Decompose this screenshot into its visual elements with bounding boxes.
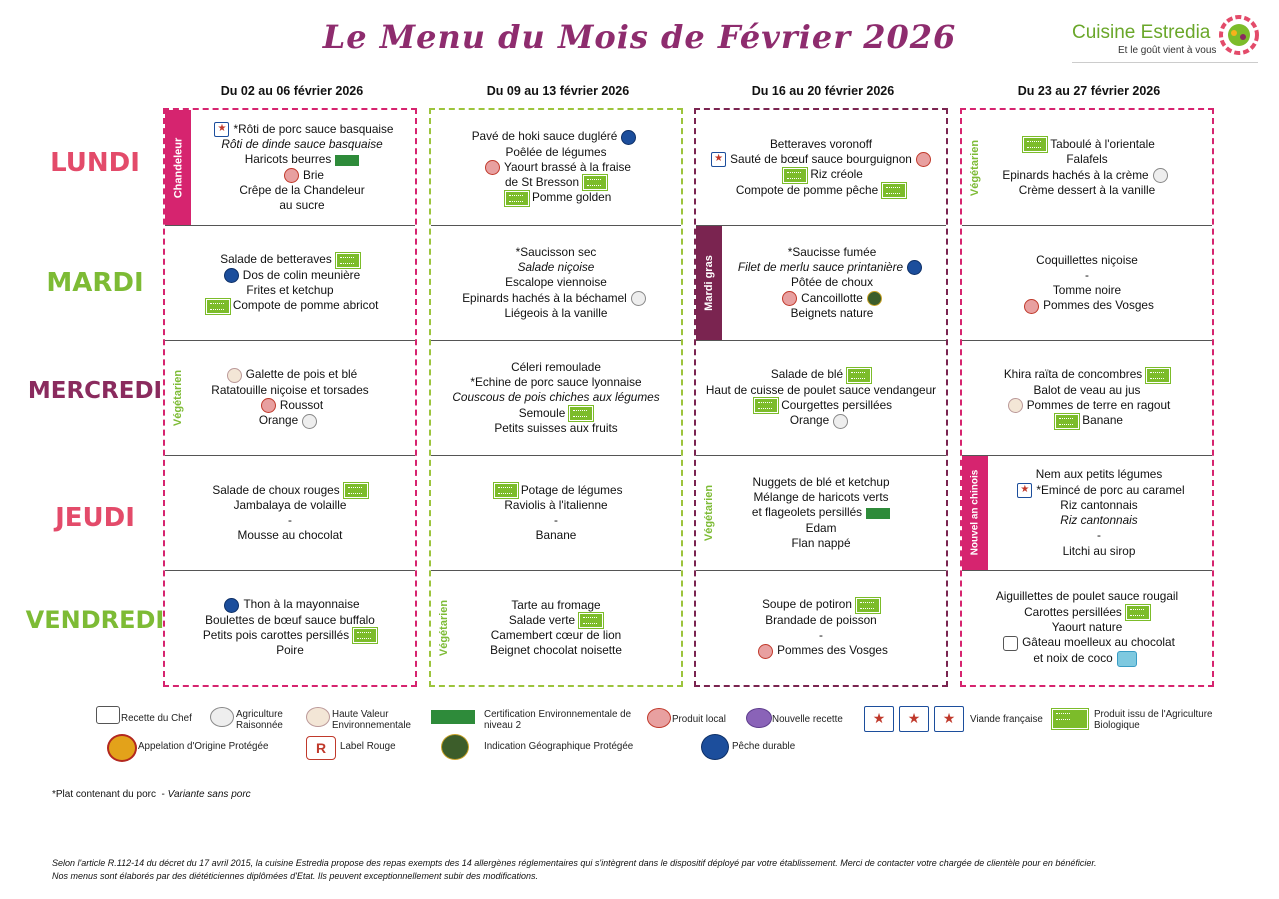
legend-hve: Haute Valeur Environnementale [332, 709, 411, 731]
bio-icon [1126, 605, 1150, 620]
produit-local-icon [647, 708, 671, 728]
menu-cell: Pavé de hoki sauce dugléré Poêlée de légumes Yaourt brassé à la fraise de St Bresson Pomme golden [431, 110, 681, 225]
bio-icon [783, 168, 807, 183]
chandeleur-label: Chandeleur [165, 110, 191, 225]
produit-local-icon [758, 644, 773, 659]
logo-tagline: Et le goût vient à vous [1118, 45, 1217, 56]
vegetarien-label: Végétarien [703, 484, 715, 541]
bio-icon [344, 483, 368, 498]
viande-francaise-icon: ★ [934, 706, 964, 732]
nouvel-an-chinois-label: Nouvel an chinois [962, 455, 988, 570]
legend-chef: Recette du Chef [121, 713, 192, 724]
menu-cell: Galette de pois et blé Ratatouille niçoise et torsades Roussot Orange [165, 340, 415, 455]
hve-icon [866, 508, 890, 519]
week-column-2 [429, 108, 683, 687]
menu-cell: Céleri remoulade *Echine de porc sauce lyonnaise Couscous de pois chiches aux légumes Semoule Petits suisses aux fruits [431, 340, 681, 455]
hve-niveau2-icon [431, 710, 475, 724]
vegetarien-label: Végétarien [172, 369, 184, 426]
menu-cell: Soupe de potiron Brandade de poisson - Pommes des Vosges [696, 570, 946, 685]
day-label-jeudi: JEUDI [55, 503, 135, 533]
legend-new: Nouvelle recette [772, 714, 843, 725]
viande-francaise-icon: ★ [899, 706, 929, 732]
agriculture-raisonnee-icon [210, 707, 234, 727]
agriculture-raisonnee-icon [302, 414, 317, 429]
menu-cell: Betteraves voronoff ★ Sauté de bœuf sauce bourguignon Riz créole Compote de pomme pêche [696, 110, 946, 225]
legend-igp: Indication Géographique Protégée [484, 741, 634, 752]
page-title: Le Menu du Mois de Février 2026 [322, 18, 957, 56]
bio-icon [583, 175, 607, 190]
logo-brand-b: Estredia [1140, 22, 1211, 43]
day-label-mardi: MARDI [46, 268, 144, 298]
agriculture-raisonnee-icon [833, 414, 848, 429]
bio-icon [856, 598, 880, 613]
week-column-4 [960, 108, 1214, 687]
igp-icon [441, 734, 469, 760]
footer-notice: Selon l'article R.112-14 du décret du 17 avril 2015, la cuisine Estredia propose des repas exempts des 14 allergènes réglementaires qui s'intègrent dans le dispositif déployé par votre établissement. Merci de contacter votre chargée de clientèle pour en bénéficier. Nos menus sont élaborés par des diététiciennes diplômées d'Etat. Ils peuvent exceptionnellement subir des modifications. [52, 858, 1097, 881]
viande-francaise-icon: ★ [711, 152, 726, 167]
bio-icon [1023, 137, 1047, 152]
produit-local-icon [485, 160, 500, 175]
menu-cell: Taboulé à l'orientale Falafels Epinards hachés à la crème Crème dessert à la vanille [962, 110, 1212, 225]
menu-cell: Nem aux petits légumes ★ *Emincé de porc au caramel Riz cantonnais Riz cantonnais - Litchi au sirop [962, 455, 1212, 570]
day-label-lundi: LUNDI [50, 148, 140, 178]
logo-divider [1072, 62, 1258, 63]
bio-icon [579, 613, 603, 628]
produit-local-icon [1024, 299, 1039, 314]
estredia-logo [1072, 14, 1262, 64]
menu-cell: Khira raïta de concombres Balot de veau au jus Pommes de terre en ragout Banane [962, 340, 1212, 455]
legend-peche: Pêche durable [732, 741, 796, 752]
peche-durable-icon [701, 734, 729, 760]
week-column-3 [694, 108, 948, 687]
bio-icon [754, 398, 778, 413]
chef-hat-icon [1003, 636, 1018, 651]
week-header-1: Du 02 au 06 février 2026 [220, 84, 364, 98]
legend-vf: Viande française [970, 714, 1043, 725]
hve-logo-icon [227, 368, 242, 383]
legend-aop: Appelation d'Origine Protégée [138, 741, 269, 752]
hve-icon [335, 155, 359, 166]
menu-cell: Salade de blé Haut de cuisse de poulet sauce vendangeur Courgettes persillées Orange [696, 340, 946, 455]
logo-brand-a: Cuisine [1072, 22, 1141, 43]
bio-icon [847, 368, 871, 383]
peche-durable-icon [907, 260, 922, 275]
legend-ar: Agriculture Raisonnée [236, 709, 283, 731]
menu-cell: *Saucisse fumée Filet de merlu sauce printanière Pôtée de choux Cancoillotte Beignets nature [696, 225, 946, 340]
pork-note: *Plat contenant du porc - Variante sans porc [52, 789, 251, 800]
menu-cell: Thon à la mayonnaise Boulettes de bœuf sauce buffalo Petits pois carottes persillés Poire [165, 570, 415, 685]
peche-durable-icon [224, 598, 239, 613]
aop-icon [107, 734, 137, 762]
produit-local-icon [782, 291, 797, 306]
peche-durable-icon [224, 268, 239, 283]
chef-hat-icon [96, 706, 120, 724]
legend-lr: Label Rouge [340, 741, 396, 752]
menu-cell: Potage de légumes Raviolis à l'italienne - Banane [431, 455, 681, 570]
bio-icon [569, 406, 593, 421]
day-label-mercredi: MERCREDI [27, 378, 163, 404]
legend-local: Produit local [672, 714, 726, 725]
bio-icon [206, 299, 230, 314]
agriculture-raisonnee-icon [1153, 168, 1168, 183]
menu-cell: Aiguillettes de poulet sauce rougail Carottes persillées Yaourt nature Gâteau moelleux au chocolat et noix de coco [962, 570, 1212, 685]
viande-francaise-icon: ★ [1017, 483, 1032, 498]
menu-cell: Tarte au fromage Salade verte Camembert cœur de lion Beignet chocolat noisette [431, 570, 681, 685]
day-label-vendredi: VENDREDI [25, 606, 165, 634]
mardi-gras-label: Mardi gras [696, 225, 722, 340]
bio-icon [882, 183, 906, 198]
bio-icon [353, 628, 377, 643]
bio-icon [494, 483, 518, 498]
menu-cell: *Saucisson sec Salade niçoise Escalope viennoise Epinards hachés à la béchamel Liégeois à la vanille [431, 225, 681, 340]
viande-francaise-icon: ★ [214, 122, 229, 137]
week-header-4: Du 23 au 27 février 2026 [1017, 84, 1161, 98]
bio-icon [1052, 709, 1088, 729]
agriculture-raisonnee-icon [631, 291, 646, 306]
produit-local-icon [261, 398, 276, 413]
hve-logo-icon [1008, 398, 1023, 413]
week-header-3: Du 16 au 20 février 2026 [751, 84, 895, 98]
vegetarien-label: Végétarien [969, 139, 981, 196]
week-header-2: Du 09 au 13 février 2026 [486, 84, 630, 98]
bio-icon [1146, 368, 1170, 383]
bio-icon [505, 191, 529, 206]
menu-cell: ★ *Rôti de porc sauce basquaise Rôti de dinde sauce basquaise Haricots beurres Brie Crêpe de la Chandeleur au sucre [165, 110, 415, 225]
bio-icon [1055, 414, 1079, 429]
bio-icon [336, 253, 360, 268]
menu-cell: Salade de choux rouges Jambalaya de volaille - Mousse au chocolat [165, 455, 415, 570]
menu-cell: Coquillettes niçoise - Tomme noire Pommes des Vosges [962, 225, 1212, 340]
week-column-1 [163, 108, 417, 687]
legend-cert2: Certification Environnementale de niveau 2 [484, 709, 632, 731]
nouvelle-recette-icon [746, 708, 772, 728]
logo-mark-icon [1218, 14, 1260, 56]
menu-cell: Salade de betteraves Dos de colin meunière Frites et ketchup Compote de pomme abricot [165, 225, 415, 340]
cake-icon [1117, 651, 1137, 667]
label-rouge-icon: R [306, 736, 336, 760]
legend-bio: Produit issu de l'Agriculture Biologique [1094, 709, 1213, 731]
vegetarien-label: Végétarien [438, 599, 450, 656]
produit-local-icon [284, 168, 299, 183]
produit-local-icon [916, 152, 931, 167]
menu-cell: Nuggets de blé et ketchup Mélange de haricots verts et flageolets persillés Edam Flan nappé [696, 455, 946, 570]
hve-logo-icon [306, 707, 330, 727]
viande-francaise-icon: ★ [864, 706, 894, 732]
igp-icon [867, 291, 882, 306]
peche-durable-icon [621, 130, 636, 145]
